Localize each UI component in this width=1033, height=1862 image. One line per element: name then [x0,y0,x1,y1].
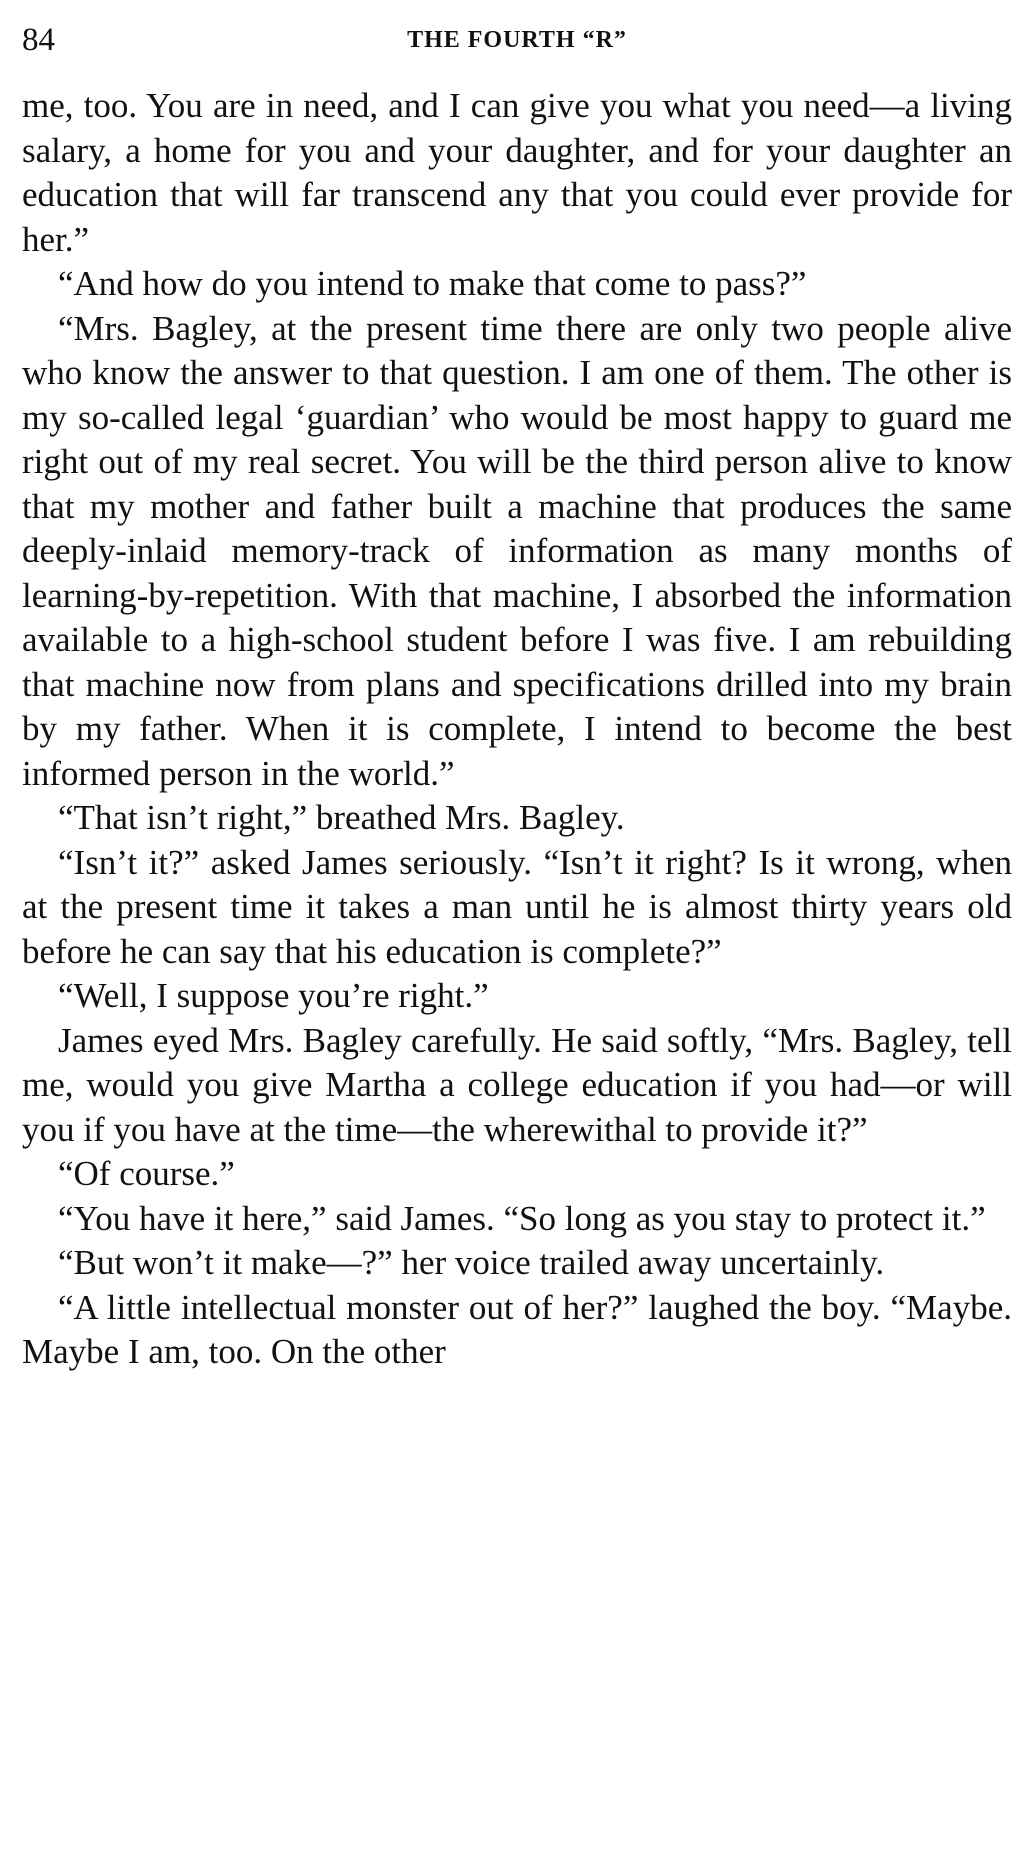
paragraph: “You have it here,” said James. “So long as you stay to protect it.” [58,1198,986,1238]
paragraph: “But won’t it make—?” her voice trailed away uncertainly. [58,1243,885,1282]
body-text [22,84,1012,1375]
page-number: 84 [22,22,55,58]
paragraph-continued: me, too. You are in need, and I can give you what you need—a living salary, a home for you and your daughter, and for your daughter an education that will far transcend any that you could ever provide for her.” [22,86,1012,259]
paragraph: “That isn’t right,” breathed Mrs. Bagley. [58,798,625,837]
page-header [22,18,1012,62]
running-head: THE FOURTH “R” [407,27,627,53]
paragraph: James eyed Mrs. Bagley carefully. He said softly, “Mrs. Bagley, tell me, would you give Martha a college education if you had—or will you if you have at the time—the wherewithal to provide it?” [22,1020,1012,1149]
paragraph: “Mrs. Bagley, at the present time there are only two people alive who know the answer to that question. I am one of them. The other is my so-called legal ‘guardian’ who would be most happy to guard me right out of my real secret. You will be the third person alive to know that my mother and father built a machine that produces the same deeply-inlaid memory-track of information as many months of learning-by-repetition. With that machine, I absorbed the information available to a high-school student before I was five. I am rebuilding that machine now from plans and specifications drilled into my brain by my father. When it is complete, I intend to become the best informed person in the world.” [22,308,1012,793]
paragraph: “Well, I suppose you’re right.” [58,976,489,1015]
paragraph: “A little intellectual monster out of her?” laughed the boy. “Maybe. Maybe I am, too. On the other [22,1287,1012,1371]
paragraph: “Of course.” [58,1154,235,1193]
paragraph: “And how do you intend to make that come to pass?” [58,264,807,303]
paragraph: “Isn’t it?” asked James seriously. “Isn’t it right? Is it wrong, when at the present time it takes a man until he is almost thirty years old before he can say that his education is complete?” [22,842,1012,971]
book-page [22,18,1012,1375]
